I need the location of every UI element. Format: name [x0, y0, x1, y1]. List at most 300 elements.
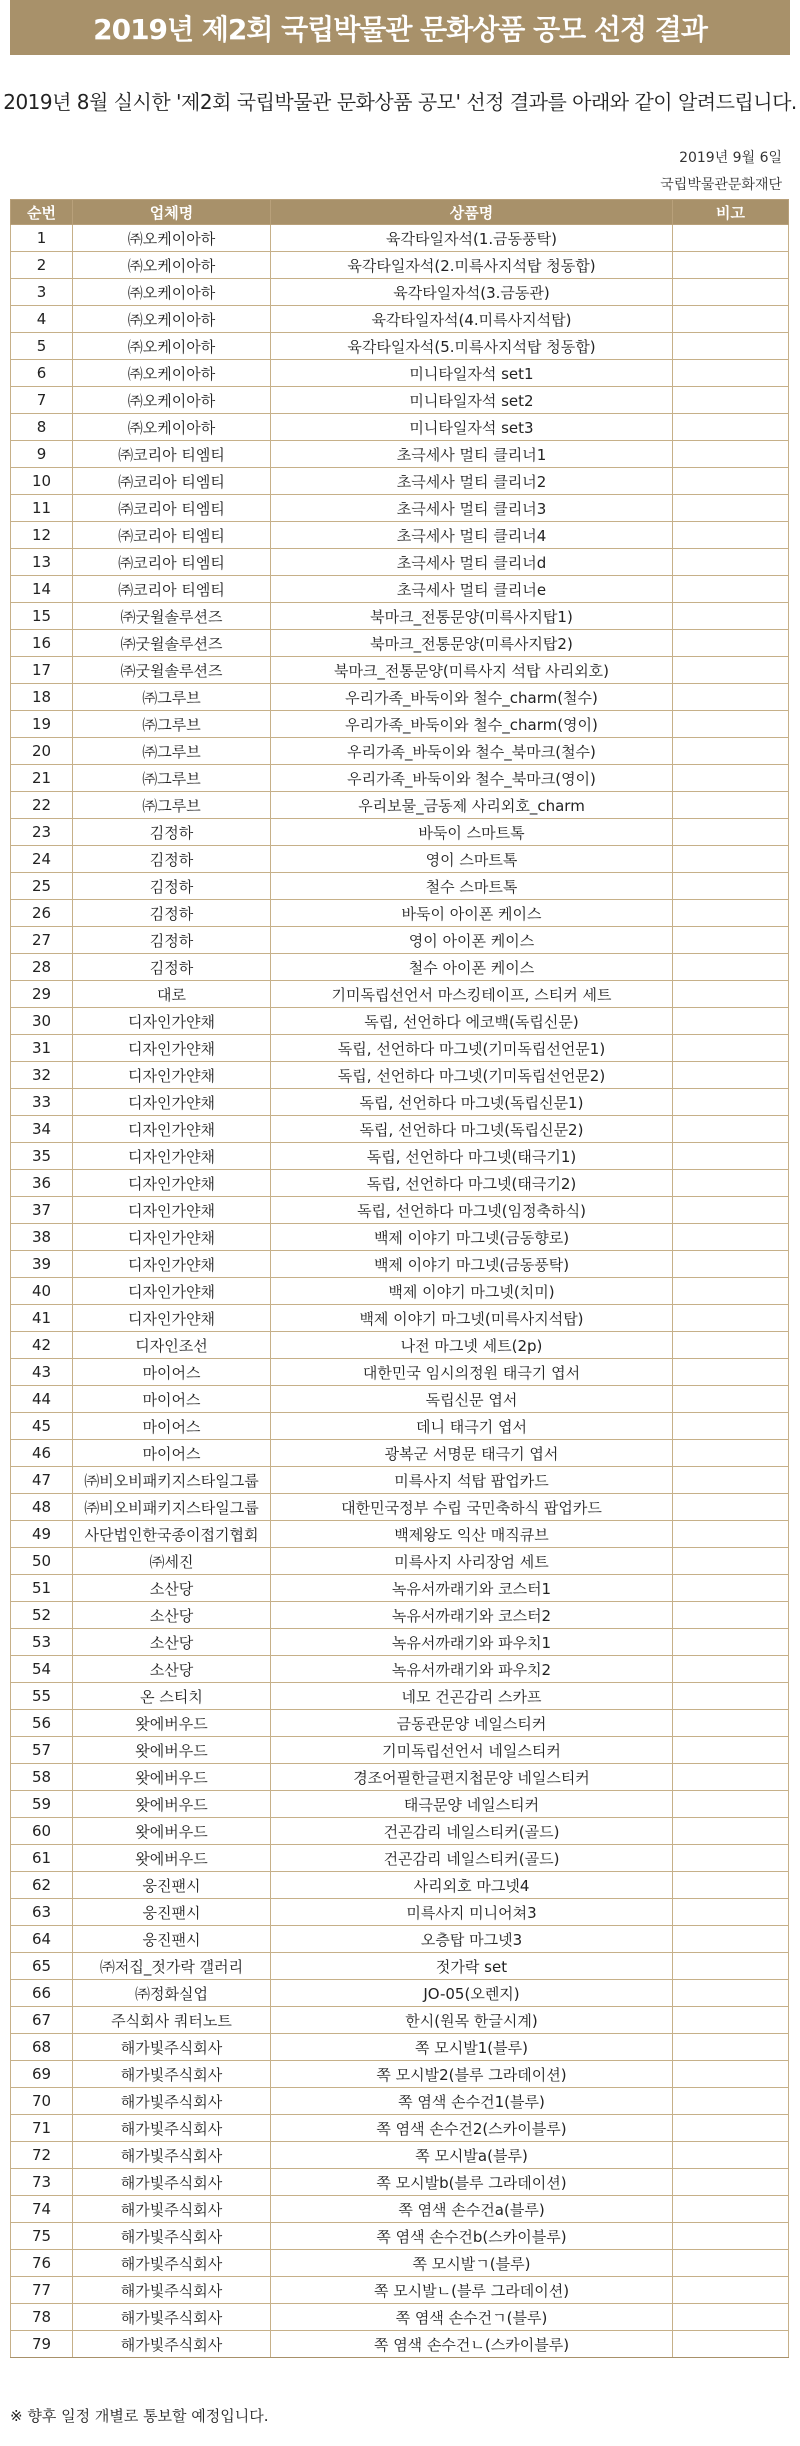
cell-company: 왓에버우드	[73, 1845, 271, 1872]
cell-product: 바둑이 스마트톡	[271, 819, 673, 846]
cell-product: 초극세사 멀티 클리너e	[271, 576, 673, 603]
footnote: ※ 향후 일정 개별로 통보할 예정입니다.	[10, 2407, 269, 2425]
cell-company: 디자인가얀채	[73, 1305, 271, 1332]
cell-number: 19	[11, 711, 73, 738]
cell-company: 해가빛주식회사	[73, 2061, 271, 2088]
cell-product: 미륵사지 사리장엄 세트	[271, 1548, 673, 1575]
cell-product: 쪽 염색 손수건b(스카이블루)	[271, 2223, 673, 2250]
table-row	[11, 1251, 789, 1278]
cell-number: 24	[11, 846, 73, 873]
cell-product: 육각타일자석(1.금동풍탁)	[271, 225, 673, 252]
cell-product: 독립, 선언하다 에코백(독립신문)	[271, 1008, 673, 1035]
cell-product: 백제 이야기 마그넷(미륵사지석탑)	[271, 1305, 673, 1332]
cell-company: ㈜코리아 티엠티	[73, 549, 271, 576]
cell-company: 웅진팬시	[73, 1899, 271, 1926]
cell-remarks	[673, 792, 789, 819]
cell-product: 기미독립선언서 네일스티커	[271, 1737, 673, 1764]
table-row	[11, 1926, 789, 1953]
cell-company: 디자인가얀채	[73, 1116, 271, 1143]
cell-remarks	[673, 2331, 789, 2358]
cell-product: 대한민국정부 수립 국민축하식 팝업카드	[271, 1494, 673, 1521]
table-row	[11, 873, 789, 900]
cell-number: 77	[11, 2277, 73, 2304]
cell-company: 김정하	[73, 900, 271, 927]
cell-remarks	[673, 1359, 789, 1386]
cell-number: 59	[11, 1791, 73, 1818]
cell-number: 35	[11, 1143, 73, 1170]
table-row	[11, 1575, 789, 1602]
cell-product: 미륵사지 미니어쳐3	[271, 1899, 673, 1926]
table-row	[11, 1467, 789, 1494]
cell-product: 녹유서까래기와 파우치2	[271, 1656, 673, 1683]
page-title: 2019년 제2회 국립박물관 문화상품 공모 선정 결과	[93, 12, 707, 46]
table-body	[11, 225, 789, 2358]
cell-company: 디자인가얀채	[73, 1170, 271, 1197]
cell-company: ㈜오케이아하	[73, 279, 271, 306]
cell-number: 57	[11, 1737, 73, 1764]
cell-number: 71	[11, 2115, 73, 2142]
cell-remarks	[673, 468, 789, 495]
cell-number: 3	[11, 279, 73, 306]
cell-number: 43	[11, 1359, 73, 1386]
cell-product: 한시(원목 한글시계)	[271, 2007, 673, 2034]
table-row	[11, 819, 789, 846]
cell-product: 독립, 선언하다 마그넷(독립신문2)	[271, 1116, 673, 1143]
cell-company: 디자인가얀채	[73, 1035, 271, 1062]
cell-number: 16	[11, 630, 73, 657]
cell-company: 마이어스	[73, 1440, 271, 1467]
intro-text: 2019년 8월 실시한 '제2회 국립박물관 문화상품 공모' 선정 결과를 아래와 같이 알려드립니다.	[3, 90, 797, 114]
cell-remarks	[673, 1818, 789, 1845]
cell-remarks	[673, 549, 789, 576]
cell-company: ㈜오케이아하	[73, 225, 271, 252]
cell-company: 김정하	[73, 846, 271, 873]
cell-product: 쪽 염색 손수건ㄴ(스카이블루)	[271, 2331, 673, 2358]
table-row	[11, 2115, 789, 2142]
cell-remarks	[673, 657, 789, 684]
table-row	[11, 1818, 789, 1845]
cell-product: 육각타일자석(3.금동관)	[271, 279, 673, 306]
cell-product: JO-05(오렌지)	[271, 1980, 673, 2007]
cell-remarks	[673, 2250, 789, 2277]
cell-remarks	[673, 1143, 789, 1170]
cell-number: 65	[11, 1953, 73, 1980]
table-row	[11, 927, 789, 954]
cell-product: 건곤감리 네일스티커(골드)	[271, 1818, 673, 1845]
table-row	[11, 2088, 789, 2115]
cell-company: 마이어스	[73, 1386, 271, 1413]
table-row	[11, 1629, 789, 1656]
cell-number: 15	[11, 603, 73, 630]
cell-number: 23	[11, 819, 73, 846]
cell-company: 왓에버우드	[73, 1710, 271, 1737]
cell-number: 29	[11, 981, 73, 1008]
cell-company: 해가빛주식회사	[73, 2169, 271, 2196]
cell-remarks	[673, 1656, 789, 1683]
cell-remarks	[673, 2142, 789, 2169]
table-row	[11, 1764, 789, 1791]
cell-product: 육각타일자석(4.미륵사지석탑)	[271, 306, 673, 333]
cell-product: 독립, 선언하다 마그넷(임정축하식)	[271, 1197, 673, 1224]
cell-remarks	[673, 1170, 789, 1197]
cell-company: ㈜오케이아하	[73, 306, 271, 333]
cell-company: 김정하	[73, 954, 271, 981]
table-row	[11, 1683, 789, 1710]
cell-number: 73	[11, 2169, 73, 2196]
cell-product: 독립, 선언하다 마그넷(기미독립선언문2)	[271, 1062, 673, 1089]
cell-product: 건곤감리 네일스티커(골드)	[271, 1845, 673, 1872]
table-header-row	[11, 200, 789, 225]
cell-remarks	[673, 1386, 789, 1413]
cell-remarks	[673, 1953, 789, 1980]
announcement-date: 2019년 9월 6일	[679, 150, 782, 166]
cell-company: ㈜저집_젓가락 갤러리	[73, 1953, 271, 1980]
cell-number: 27	[11, 927, 73, 954]
cell-number: 9	[11, 441, 73, 468]
cell-number: 17	[11, 657, 73, 684]
cell-product: 초극세사 멀티 클리너4	[271, 522, 673, 549]
table-row	[11, 1386, 789, 1413]
cell-remarks	[673, 2196, 789, 2223]
cell-product: 네모 건곤감리 스카프	[271, 1683, 673, 1710]
cell-company: 디자인가얀채	[73, 1224, 271, 1251]
cell-number: 46	[11, 1440, 73, 1467]
cell-number: 12	[11, 522, 73, 549]
cell-company: 마이어스	[73, 1359, 271, 1386]
cell-company: 해가빛주식회사	[73, 2331, 271, 2358]
cell-remarks	[673, 684, 789, 711]
table-row	[11, 981, 789, 1008]
table-row	[11, 495, 789, 522]
cell-company: 주식회사 쿼터노트	[73, 2007, 271, 2034]
cell-product: 쪽 염색 손수건a(블루)	[271, 2196, 673, 2223]
table-row	[11, 738, 789, 765]
cell-remarks	[673, 1197, 789, 1224]
cell-number: 53	[11, 1629, 73, 1656]
table-row	[11, 1710, 789, 1737]
column-header-company: 업체명	[73, 200, 271, 225]
cell-company: 온 스티치	[73, 1683, 271, 1710]
cell-product: 쪽 모시발b(블루 그라데이션)	[271, 2169, 673, 2196]
cell-remarks	[673, 1116, 789, 1143]
cell-remarks	[673, 2034, 789, 2061]
column-header-number: 순번	[11, 200, 73, 225]
cell-number: 22	[11, 792, 73, 819]
cell-company: 왓에버우드	[73, 1791, 271, 1818]
cell-remarks	[673, 1494, 789, 1521]
cell-company: 소산당	[73, 1602, 271, 1629]
table-row	[11, 1035, 789, 1062]
cell-remarks	[673, 522, 789, 549]
cell-company: ㈜굿윌솔루션즈	[73, 657, 271, 684]
cell-product: 초극세사 멀티 클리너3	[271, 495, 673, 522]
table-row	[11, 279, 789, 306]
cell-product: 경조어필한글편지첩문양 네일스티커	[271, 1764, 673, 1791]
cell-company: ㈜그루브	[73, 792, 271, 819]
cell-product: 북마크_전통문양(미륵사지탑2)	[271, 630, 673, 657]
cell-number: 11	[11, 495, 73, 522]
cell-product: 쪽 모시발1(블루)	[271, 2034, 673, 2061]
cell-number: 39	[11, 1251, 73, 1278]
cell-product: 초극세사 멀티 클리너2	[271, 468, 673, 495]
cell-product: 바둑이 아이폰 케이스	[271, 900, 673, 927]
cell-product: 철수 아이폰 케이스	[271, 954, 673, 981]
table-row	[11, 792, 789, 819]
cell-number: 38	[11, 1224, 73, 1251]
cell-company: ㈜오케이아하	[73, 387, 271, 414]
cell-remarks	[673, 873, 789, 900]
cell-number: 78	[11, 2304, 73, 2331]
cell-product: 태극문양 네일스티커	[271, 1791, 673, 1818]
cell-company: 해가빛주식회사	[73, 2304, 271, 2331]
cell-product: 쪽 염색 손수건ㄱ(블루)	[271, 2304, 673, 2331]
cell-product: 미니타일자석 set1	[271, 360, 673, 387]
cell-company: ㈜코리아 티엠티	[73, 576, 271, 603]
cell-remarks	[673, 576, 789, 603]
cell-remarks	[673, 1332, 789, 1359]
cell-company: 디자인가얀채	[73, 1278, 271, 1305]
cell-company: 해가빛주식회사	[73, 2115, 271, 2142]
cell-number: 1	[11, 225, 73, 252]
cell-company: 김정하	[73, 819, 271, 846]
table-row	[11, 549, 789, 576]
cell-number: 7	[11, 387, 73, 414]
cell-remarks	[673, 1224, 789, 1251]
cell-remarks	[673, 2169, 789, 2196]
cell-company: 디자인가얀채	[73, 1251, 271, 1278]
table-row	[11, 1359, 789, 1386]
table-row	[11, 1224, 789, 1251]
table-row	[11, 1548, 789, 1575]
results-table	[10, 199, 789, 2358]
table-row	[11, 711, 789, 738]
table-row	[11, 1953, 789, 1980]
cell-remarks	[673, 1764, 789, 1791]
table-row	[11, 306, 789, 333]
cell-company: ㈜코리아 티엠티	[73, 522, 271, 549]
cell-company: 대로	[73, 981, 271, 1008]
cell-remarks	[673, 2223, 789, 2250]
cell-remarks	[673, 1602, 789, 1629]
table-row	[11, 225, 789, 252]
cell-company: ㈜오케이아하	[73, 252, 271, 279]
cell-product: 북마크_전통문양(미륵사지탑1)	[271, 603, 673, 630]
table-row	[11, 1278, 789, 1305]
cell-product: 쪽 모시발2(블루 그라데이션)	[271, 2061, 673, 2088]
cell-number: 54	[11, 1656, 73, 1683]
table-row	[11, 2250, 789, 2277]
cell-company: ㈜오케이아하	[73, 333, 271, 360]
table-row	[11, 1521, 789, 1548]
cell-number: 61	[11, 1845, 73, 1872]
table-row	[11, 1170, 789, 1197]
cell-remarks	[673, 441, 789, 468]
cell-number: 20	[11, 738, 73, 765]
table-row	[11, 1602, 789, 1629]
cell-number: 37	[11, 1197, 73, 1224]
cell-company: ㈜정화실업	[73, 1980, 271, 2007]
cell-remarks	[673, 333, 789, 360]
table-row	[11, 2277, 789, 2304]
cell-remarks	[673, 1089, 789, 1116]
cell-product: 쪽 염색 손수건2(스카이블루)	[271, 2115, 673, 2142]
cell-company: 디자인가얀채	[73, 1143, 271, 1170]
table-row	[11, 1845, 789, 1872]
cell-number: 75	[11, 2223, 73, 2250]
table-row	[11, 765, 789, 792]
table-row	[11, 2007, 789, 2034]
cell-number: 33	[11, 1089, 73, 1116]
cell-product: 기미독립선언서 마스킹테이프, 스티커 세트	[271, 981, 673, 1008]
cell-company: ㈜굿윌솔루션즈	[73, 603, 271, 630]
cell-remarks	[673, 603, 789, 630]
cell-number: 28	[11, 954, 73, 981]
table-row	[11, 441, 789, 468]
table-row	[11, 954, 789, 981]
cell-remarks	[673, 954, 789, 981]
cell-number: 10	[11, 468, 73, 495]
cell-product: 쪽 모시발ㄱ(블루)	[271, 2250, 673, 2277]
cell-company: ㈜오케이아하	[73, 414, 271, 441]
table-row	[11, 1791, 789, 1818]
cell-product: 백제 이야기 마그넷(금동풍탁)	[271, 1251, 673, 1278]
cell-number: 45	[11, 1413, 73, 1440]
cell-remarks	[673, 306, 789, 333]
table-row	[11, 333, 789, 360]
cell-product: 나전 마그넷 세트(2p)	[271, 1332, 673, 1359]
cell-product: 우리가족_바둑이와 철수_북마크(영이)	[271, 765, 673, 792]
cell-product: 독립신문 엽서	[271, 1386, 673, 1413]
table-row	[11, 1305, 789, 1332]
cell-remarks	[673, 1575, 789, 1602]
cell-number: 26	[11, 900, 73, 927]
table-row	[11, 1656, 789, 1683]
cell-company: 디자인조선	[73, 1332, 271, 1359]
cell-remarks	[673, 279, 789, 306]
table-row	[11, 1332, 789, 1359]
cell-product: 독립, 선언하다 마그넷(태극기1)	[271, 1143, 673, 1170]
cell-product: 사리외호 마그넷4	[271, 1872, 673, 1899]
cell-product: 오층탑 마그넷3	[271, 1926, 673, 1953]
cell-number: 49	[11, 1521, 73, 1548]
cell-company: 해가빛주식회사	[73, 2088, 271, 2115]
table-row	[11, 1872, 789, 1899]
cell-company: ㈜비오비패키지스타일그룹	[73, 1494, 271, 1521]
cell-product: 젓가락 set	[271, 1953, 673, 1980]
cell-product: 초극세사 멀티 클리너1	[271, 441, 673, 468]
cell-product: 쪽 염색 손수건1(블루)	[271, 2088, 673, 2115]
cell-number: 56	[11, 1710, 73, 1737]
cell-company: 김정하	[73, 873, 271, 900]
cell-remarks	[673, 1899, 789, 1926]
cell-company: 왓에버우드	[73, 1737, 271, 1764]
title-banner	[10, 0, 790, 55]
cell-company: 해가빛주식회사	[73, 2034, 271, 2061]
table-row	[11, 1494, 789, 1521]
cell-product: 우리가족_바둑이와 철수_charm(철수)	[271, 684, 673, 711]
cell-remarks	[673, 2061, 789, 2088]
cell-company: 디자인가얀채	[73, 1089, 271, 1116]
cell-number: 52	[11, 1602, 73, 1629]
cell-number: 42	[11, 1332, 73, 1359]
cell-remarks	[673, 1521, 789, 1548]
cell-remarks	[673, 414, 789, 441]
cell-product: 우리가족_바둑이와 철수_charm(영이)	[271, 711, 673, 738]
cell-product: 철수 스마트톡	[271, 873, 673, 900]
cell-number: 74	[11, 2196, 73, 2223]
cell-remarks	[673, 2007, 789, 2034]
cell-remarks	[673, 900, 789, 927]
cell-product: 초극세사 멀티 클리너d	[271, 549, 673, 576]
cell-company: ㈜그루브	[73, 684, 271, 711]
cell-number: 5	[11, 333, 73, 360]
cell-number: 48	[11, 1494, 73, 1521]
cell-remarks	[673, 1629, 789, 1656]
cell-number: 51	[11, 1575, 73, 1602]
table-row	[11, 360, 789, 387]
cell-number: 47	[11, 1467, 73, 1494]
cell-remarks	[673, 1683, 789, 1710]
cell-company: ㈜코리아 티엠티	[73, 495, 271, 522]
cell-number: 32	[11, 1062, 73, 1089]
cell-company: 디자인가얀채	[73, 1008, 271, 1035]
cell-number: 34	[11, 1116, 73, 1143]
cell-remarks	[673, 1062, 789, 1089]
cell-remarks	[673, 1548, 789, 1575]
cell-product: 독립, 선언하다 마그넷(기미독립선언문1)	[271, 1035, 673, 1062]
cell-product: 광복군 서명문 태극기 엽서	[271, 1440, 673, 1467]
cell-company: 사단법인한국종이접기협회	[73, 1521, 271, 1548]
table-row	[11, 1413, 789, 1440]
cell-product: 영이 스마트톡	[271, 846, 673, 873]
cell-product: 백제 이야기 마그넷(치미)	[271, 1278, 673, 1305]
cell-remarks	[673, 846, 789, 873]
cell-remarks	[673, 387, 789, 414]
cell-company: 해가빛주식회사	[73, 2277, 271, 2304]
cell-company: 김정하	[73, 927, 271, 954]
cell-remarks	[673, 225, 789, 252]
table-row	[11, 684, 789, 711]
table-row	[11, 657, 789, 684]
cell-product: 독립, 선언하다 마그넷(독립신문1)	[271, 1089, 673, 1116]
table-row	[11, 2196, 789, 2223]
cell-remarks	[673, 1845, 789, 1872]
cell-remarks	[673, 1737, 789, 1764]
cell-number: 69	[11, 2061, 73, 2088]
cell-number: 55	[11, 1683, 73, 1710]
cell-remarks	[673, 1872, 789, 1899]
cell-company: 웅진팬시	[73, 1926, 271, 1953]
cell-company: 해가빛주식회사	[73, 2142, 271, 2169]
cell-number: 21	[11, 765, 73, 792]
cell-remarks	[673, 1791, 789, 1818]
table-row	[11, 2061, 789, 2088]
table-row	[11, 1062, 789, 1089]
cell-company: 마이어스	[73, 1413, 271, 1440]
cell-company: 디자인가얀채	[73, 1197, 271, 1224]
cell-company: ㈜그루브	[73, 711, 271, 738]
cell-company: ㈜비오비패키지스타일그룹	[73, 1467, 271, 1494]
cell-product: 백제왕도 익산 매직큐브	[271, 1521, 673, 1548]
cell-number: 79	[11, 2331, 73, 2358]
cell-remarks	[673, 495, 789, 522]
cell-remarks	[673, 2088, 789, 2115]
cell-number: 58	[11, 1764, 73, 1791]
cell-number: 62	[11, 1872, 73, 1899]
cell-product: 육각타일자석(2.미륵사지석탑 청동합)	[271, 252, 673, 279]
cell-remarks	[673, 1440, 789, 1467]
cell-product: 영이 아이폰 케이스	[271, 927, 673, 954]
